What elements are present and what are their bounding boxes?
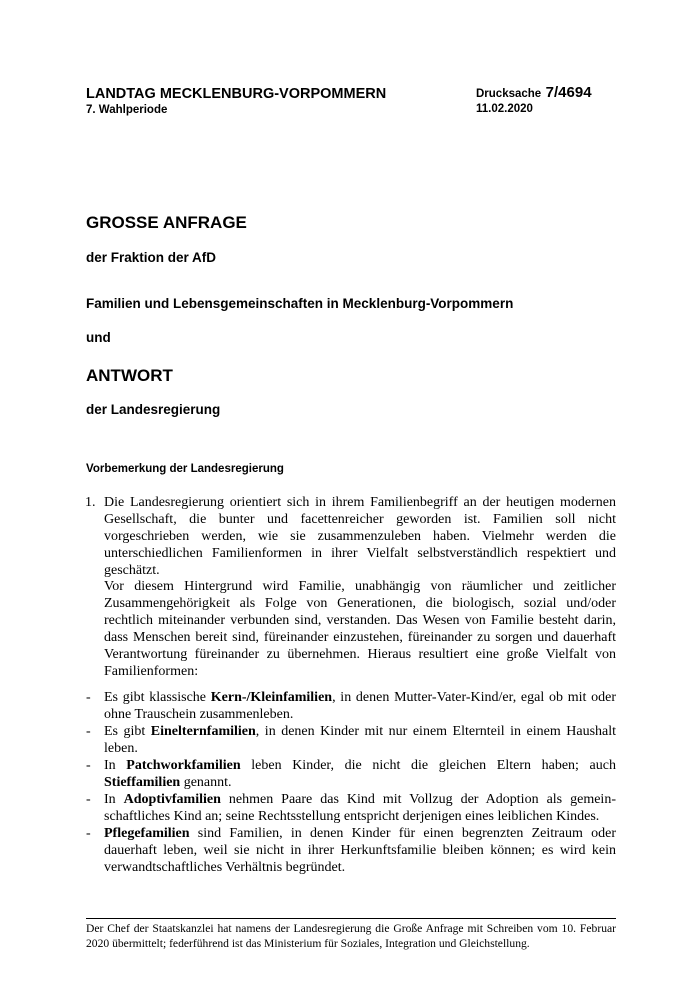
list-dash: -: [86, 826, 91, 841]
document-meta: [476, 84, 592, 117]
term-kernfamilien: Kern-/Kleinfamilien: [210, 690, 333, 705]
footnote-divider: [86, 918, 616, 919]
answer-heading: ANTWORT: [86, 366, 173, 385]
doc-date: 11.02.2020: [476, 103, 533, 115]
term-einelternfamilien: Einelternfamilien: [150, 724, 256, 739]
parliament-name: LANDTAG MECKLENBURG-VORPOMMERN: [86, 86, 387, 102]
term-stieffamilien: Stieffamilien: [104, 775, 181, 790]
inquiry-type: GROSSE ANFRAGE: [86, 213, 247, 232]
list-dash: -: [86, 758, 91, 773]
preamble-heading: Vorbemerkung der Landesregierung: [86, 463, 284, 475]
list-item: - Pflegefamilien sind Familien, in denen Kinder für einen begrenzten Zeitraum oder dauerhaft leben, weil sie nicht in ihrer Herkunftsfamilie bleiben können; es wird kein verwandtschaftliches Verhältnis begründet.: [86, 826, 616, 875]
paragraph-text: Vor diesem Hintergrund wird Familie, unabhängig von räumlicher und zeitlicher Zusammengehörigkeit als Folge von Generationen, die biologisch, sozial und/oder rechtlich miteinander verbunden sind, verstanden. Das Wesen von Familie besteht darin, dass Menschen bereit sind, füreinander einzustehen, füreinander zu sorgen und dauerhaft Verantwortung füreinander zu übernehmen. Hieraus resultiert eine große Vielfalt von Familienformen:: [104, 579, 616, 679]
doc-label: Drucksache: [476, 88, 542, 100]
footnote: Der Chef der Staatskanzlei hat namens der Landesregierung die Große Anfrage mit Schreiben vom 10. Februar 2020 übermittelt; federführend ist das Ministerium für Soziales, Integration und Gleichstellung.: [86, 922, 616, 950]
inquiry-subject: Familien und Lebensgemeinschaften in Mecklenburg-Vorpommern: [86, 296, 514, 311]
legislative-period: 7. Wahlperiode: [86, 104, 168, 116]
term-pflegefamilien: Pflegefamilien: [104, 826, 190, 841]
document-header: [86, 86, 386, 118]
list-item: - In Patchworkfamilien leben Kinder, die nicht die gleichen Eltern haben; auch Stieffamilien genannt.: [86, 758, 616, 790]
doc-number: 7/4694: [545, 84, 592, 101]
answer-author: der Landesregierung: [86, 402, 221, 417]
inquiry-author: der Fraktion der AfD: [86, 250, 217, 265]
preamble-paragraph-1: [85, 494, 616, 579]
list-dash: -: [86, 792, 91, 807]
list-dash: -: [86, 690, 91, 705]
conjunction-und: und: [86, 330, 111, 345]
term-adoptivfamilien: Adoptivfamilien: [123, 792, 221, 807]
list-item: - Es gibt klassische Kern-/Kleinfamilien, in denen Mutter-Vater-Kind/er, egal ob mit oder ohne Trauschein zusammenleben.: [86, 690, 616, 722]
list-item: - Es gibt Einelternfamilien, in denen Kinder mit nur einem Elternteil in einem Haushalt leben.: [86, 724, 617, 756]
paragraph-number: 1.: [85, 495, 96, 510]
paragraph-text: Die Landesregierung orientiert sich in ihrem Familienbegriff an der heutigen modernen Gesellschaft, die bunter und facettenreicher geworden ist. Familien soll nicht vorgeschrieben werden, wie sie zusammenzuleben haben. Vielmehr werden die unterschiedlichen Familienformen in ihrer Vielfalt selbstverständlich respektiert und geschätzt.: [104, 495, 616, 578]
list-dash: -: [86, 724, 91, 739]
term-patchworkfamilien: Patchworkfamilien: [126, 758, 241, 773]
list-item: - In Adoptivfamilien nehmen Paare das Kind mit Vollzug der Adoption als gemeinschaftliches Kind an; seine Rechtsstellung entspricht derjenigen eines leiblichen Kindes.: [86, 792, 616, 824]
family-forms-list: [86, 689, 616, 876]
preamble-paragraph-2: [104, 578, 616, 680]
